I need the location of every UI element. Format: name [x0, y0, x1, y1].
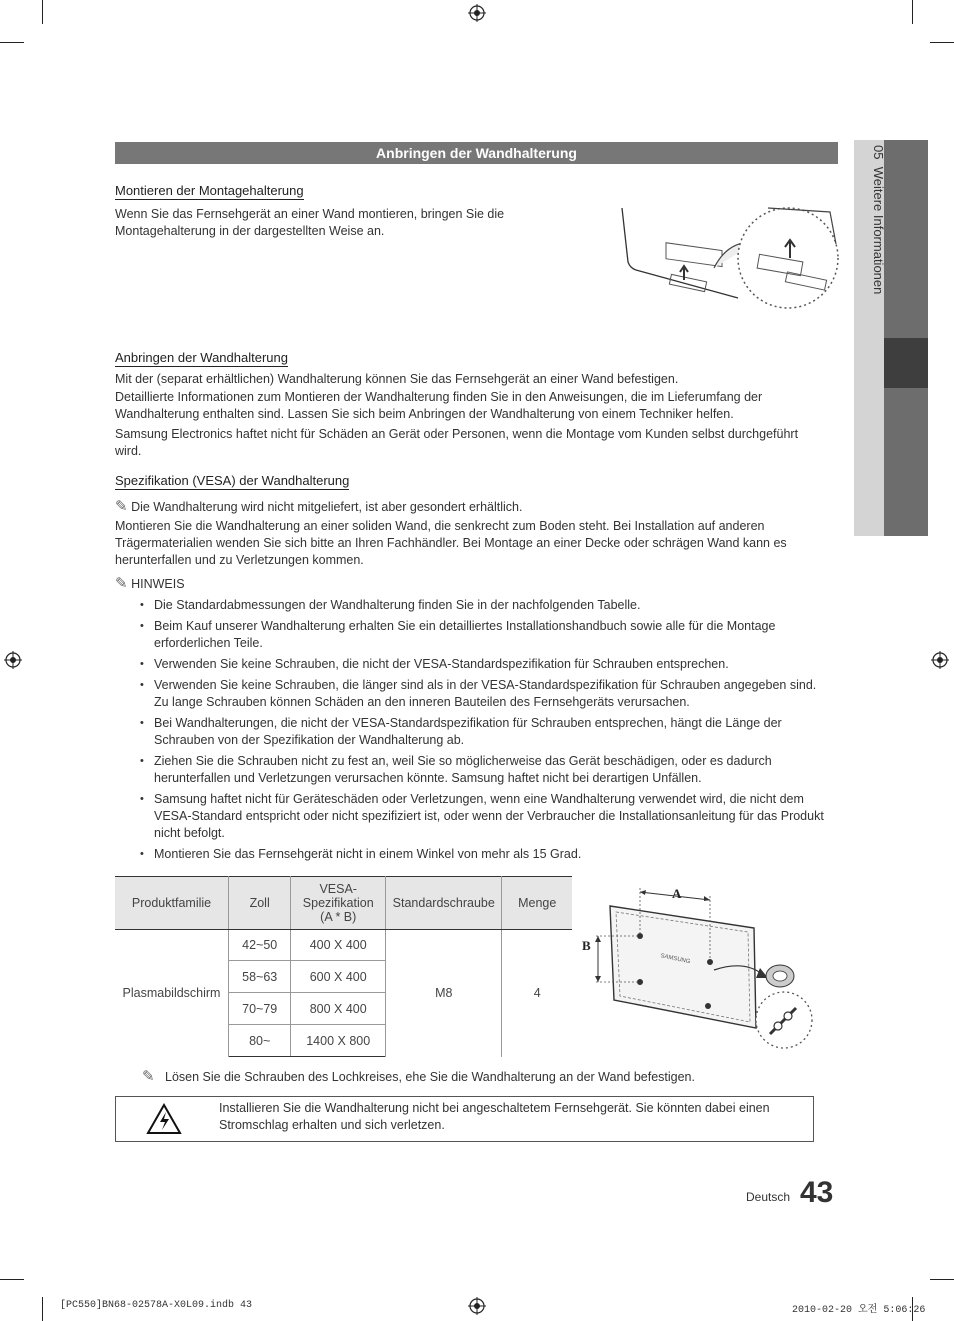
vesa-spec-table: [115, 876, 572, 1057]
table-header: Menge: [502, 877, 572, 930]
list-item: • Die Standardabmessungen der Wandhalterung finden Sie in der nachfolgenden Tabelle.: [115, 597, 825, 614]
table-header: Standardschraube: [386, 877, 502, 930]
table-cell-family: Plasmabildschirm: [115, 930, 229, 1057]
table-cell: 80~: [229, 1025, 291, 1057]
warning-electric-shock-icon: [146, 1103, 182, 1135]
side-tab-marker: [884, 338, 928, 388]
paragraph-vesa: Montieren Sie die Wandhalterung an einer soliden Wand, die senkrecht zum Boden steht. Bei Installation auf anderen Trägermaterialien wenden Sie sich bitte an Ihren Fachhändler. Bei Montage an einer Decke oder schrägen Wand kann es herunterfallen und zu Verletzungen kommen.: [115, 519, 787, 567]
hinweis-heading: ✎ HINWEIS: [115, 575, 185, 592]
subheading-vesa: Spezifikation (VESA) der Wandhalterung: [115, 473, 350, 488]
section-title: Anbringen der Wandhalterung: [115, 142, 838, 164]
bracket-mount-illustration: [618, 202, 840, 316]
brand-logo-text: SAMSUNG: [659, 953, 691, 966]
vesa-dimension-illustration: [574, 878, 820, 1050]
dimension-b-label: B: [582, 938, 591, 953]
paragraph-wandhalterung-2: Detaillierte Informationen zum Montieren der Wandhalterung finden Sie in den Anweisungen, die im Lieferumfang der Wandhalterung enthalten sind. Lassen Sie sich beim Anbringen der Wandhalterung von einem Techniker helfen.: [115, 390, 763, 421]
registration-mark-icon: [4, 651, 22, 669]
list-item: • Verwenden Sie keine Schrauben, die länger sind als in der VESA-Standardspezifikation für Schrauben angegeben sind. Zu lange Schrauben können Schäden an den inneren Bauteilen des Fernsehgeräts verursachen.: [115, 677, 825, 711]
warning-box: [115, 1096, 814, 1142]
list-item: • Bei Wandhalterungen, die nicht der VESA-Standardspezifikation für Schrauben entsprechen, hängt die Länge der Schrauben von der Spezifikation der Wandhalterung ab.: [115, 715, 825, 749]
registration-mark-icon: [468, 1297, 486, 1315]
subheading-wandhalterung: Anbringen der Wandhalterung: [115, 350, 288, 365]
table-cell: 58~63: [229, 961, 291, 993]
paragraph-wandhalterung-1: Mit der (separat erhältlichen) Wandhalterung können Sie das Fernsehgerät an einer Wand befestigen.: [115, 372, 679, 386]
table-header: Produktfamilie: [115, 877, 229, 930]
paragraph-wandhalterung-3: Samsung Electronics haftet nicht für Schäden an Gerät oder Personen, wenn die Montage vom Kunden selbst durchgeführt wird.: [115, 427, 799, 458]
list-item: • Beim Kauf unserer Wandhalterung erhalten Sie ein detailliertes Installationshandbuch sowie alle für die Montage erforderlichen Teile.: [115, 618, 825, 652]
registration-mark-icon: [931, 651, 949, 669]
table-cell: 1400 X 800: [291, 1025, 386, 1057]
hinweis-list: [115, 597, 825, 863]
footer-date: 2010-02-20 오전 5:06:26: [792, 1305, 926, 1316]
footer-file-name: [PC550]BN68-02578A-X0L09.indb 43: [60, 1300, 253, 1311]
list-item: • Samsung haftet nicht für Geräteschäden oder Verletzungen, wenn eine Wandhalterung verwendet wird, die nicht dem VESA-Standard entspricht oder nicht spezifiziert ist, oder wenn der Verbraucher die Installationsanleitung für das Produkt nicht befolgt.: [115, 791, 825, 842]
table-cell: 800 X 400: [291, 993, 386, 1025]
table-cell: 42~50: [229, 930, 291, 961]
table-header: Zoll: [229, 877, 291, 930]
side-tab-label: 05 Weitere Informationen: [871, 145, 886, 295]
table-cell: 70~79: [229, 993, 291, 1025]
warning-text: Installieren Sie die Wandhalterung nicht bei angeschaltetem Fernsehgerät. Sie könnten dabei einen Stromschlag erhalten und sich verletzen.: [219, 1101, 770, 1132]
page-language: Deutsch: [746, 1190, 791, 1204]
table-cell-screw: M8: [386, 930, 502, 1057]
list-item: • Ziehen Sie die Schrauben nicht zu fest an, weil Sie so möglicherweise das Gerät beschädigen, oder es dadurch herunterfallen und Verletzungen verursachen könnte. Samsung haftet nicht bei derartigen Unfällen.: [115, 753, 825, 787]
list-item: • Verwenden Sie keine Schrauben, die nicht der VESA-Standardspezifikation für Schrauben entsprechen.: [115, 656, 825, 673]
note-not-included: ✎ Die Wandhalterung wird nicht mitgeliefert, ist aber gesondert erhältlich.: [115, 498, 523, 515]
table-cell-qty: 4: [502, 930, 572, 1057]
registration-mark-icon: [468, 4, 486, 22]
pencil-note-icon: ✎: [115, 498, 128, 515]
note-loosen-screws: ✎ Lösen Sie die Schrauben des Lochkreises, ehe Sie die Wandhalterung an der Wand befestigen.: [142, 1068, 695, 1085]
table-header: VESA-Spezifikation (A * B): [291, 877, 386, 930]
pencil-note-icon: ✎: [142, 1068, 155, 1085]
list-item: • Montieren Sie das Fernsehgerät nicht in einem Winkel von mehr als 15 Grad.: [115, 846, 825, 863]
paragraph-montagehalterung: Wenn Sie das Fernsehgerät an einer Wand montieren, bringen Sie die Montagehalterung in der dargestellten Weise an.: [115, 207, 505, 238]
table-cell: 600 X 400: [291, 961, 386, 993]
page-number: 43: [800, 1176, 834, 1209]
dimension-a-label: A: [672, 886, 682, 901]
subheading-montagehalterung: Montieren der Montagehalterung: [115, 183, 304, 198]
table-cell: 400 X 400: [291, 930, 386, 961]
pencil-note-icon: ✎: [115, 575, 128, 592]
